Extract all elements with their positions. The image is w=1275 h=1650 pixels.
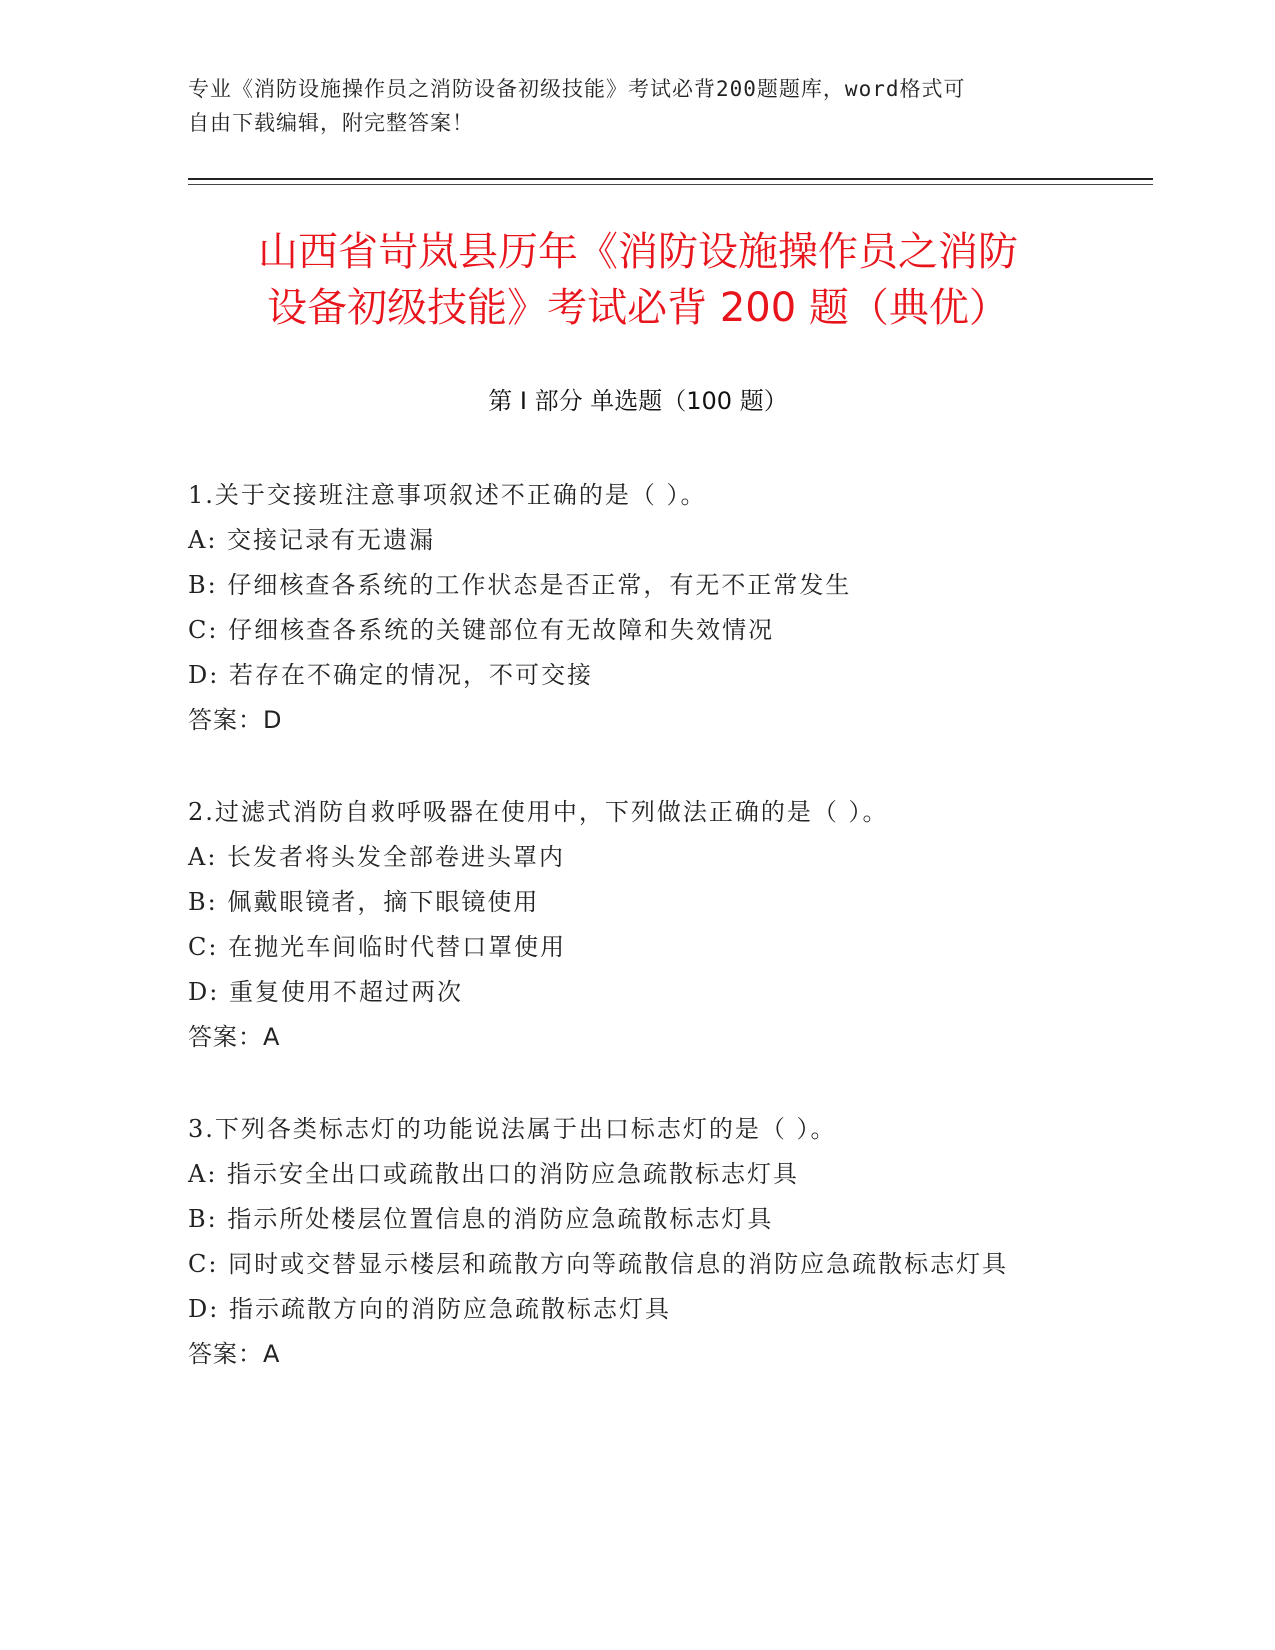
answer-label: 答案：A: [188, 1023, 281, 1051]
option-c: C: 同时或交替显示楼层和疏散方向等疏散信息的消防应急疏散标志灯具: [188, 1250, 1009, 1278]
option-b: B: 仔细核查各系统的工作状态是否正常，有无不正常发生: [188, 571, 852, 599]
header-note-line-1: 专业《消防设施操作员之消防设备初级技能》考试必背200题题库，word格式可: [188, 77, 966, 101]
document-title: [188, 224, 1088, 336]
question-1: [188, 473, 1088, 743]
header-rule-thin: [188, 184, 1153, 185]
option-a: A: 指示安全出口或疏散出口的消防应急疏散标志灯具: [188, 1160, 800, 1188]
option-b: B: 指示所处楼层位置信息的消防应急疏散标志灯具: [188, 1205, 774, 1233]
question-2: [188, 790, 1088, 1060]
question-stem: 1.关于交接班注意事项叙述不正确的是（ ）。: [188, 481, 707, 509]
header-note: [188, 72, 1088, 140]
question-stem: 2.过滤式消防自救呼吸器在使用中，下列做法正确的是（ ）。: [188, 798, 889, 826]
option-c: C: 仔细核查各系统的关键部位有无故障和失效情况: [188, 616, 775, 644]
document-title-line-1: 山西省岢岚县历年《消防设施操作员之消防: [258, 229, 1018, 275]
header-note-line-2: 自由下载编辑，附完整答案！: [188, 111, 474, 135]
answer-label: 答案：A: [188, 1340, 281, 1368]
option-a: A: 交接记录有无遗漏: [188, 526, 436, 554]
option-d: D: 指示疏散方向的消防应急疏散标志灯具: [188, 1295, 671, 1323]
option-d: D: 重复使用不超过两次: [188, 978, 463, 1006]
option-c: C: 在抛光车间临时代替口罩使用: [188, 933, 567, 961]
option-d: D: 若存在不确定的情况，不可交接: [188, 661, 593, 689]
document-title-line-2: 设备初级技能》考试必背 200 题（典优）: [267, 285, 1009, 331]
question-3: [188, 1107, 1088, 1377]
answer-label: 答案：D: [188, 706, 283, 734]
header-rule-thick: [188, 178, 1153, 180]
option-a: A: 长发者将头发全部卷进头罩内: [188, 843, 566, 871]
option-b: B: 佩戴眼镜者，摘下眼镜使用: [188, 888, 540, 916]
question-stem: 3.下列各类标志灯的功能说法属于出口标志灯的是（ ）。: [188, 1115, 837, 1143]
section-title: 第 I 部分 单选题（100 题）: [488, 387, 788, 415]
